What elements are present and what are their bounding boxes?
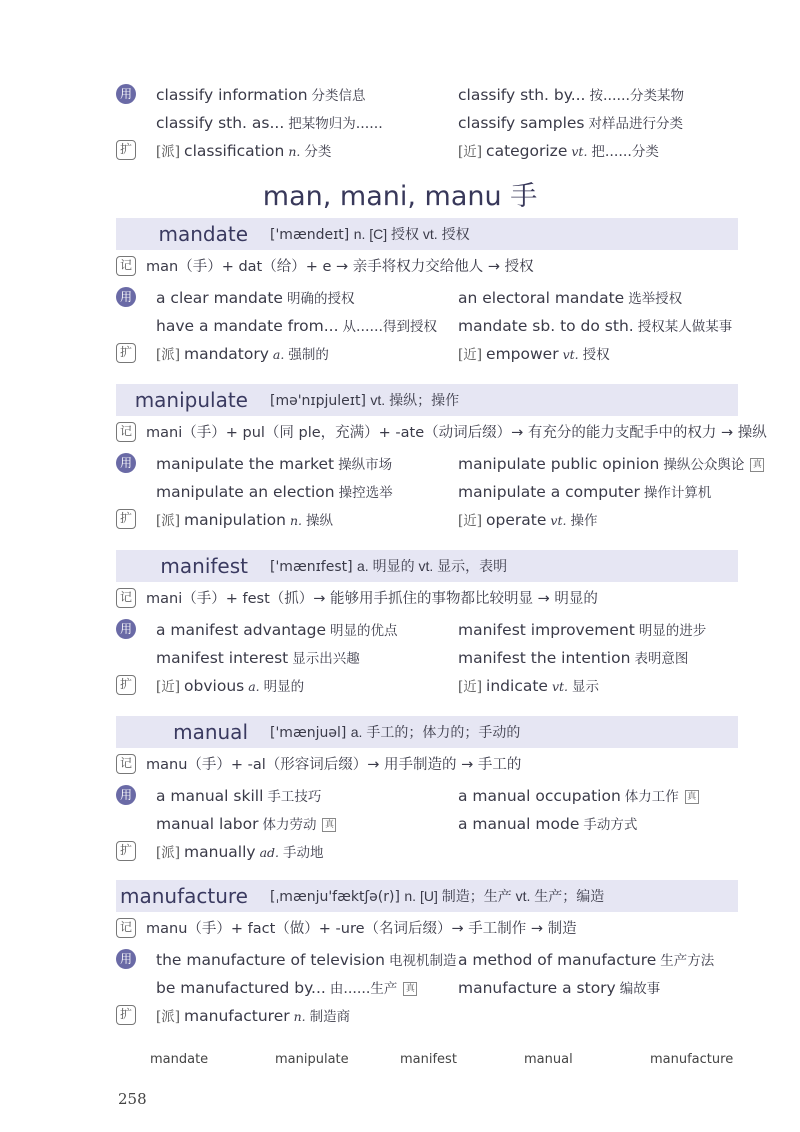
collocation: manipulate an election 操控选举	[156, 483, 393, 501]
memory-icon: 记	[116, 754, 136, 774]
use-row	[0, 975, 800, 1001]
exam-mark-icon: 真	[685, 790, 699, 804]
exam-mark-icon: 真	[322, 818, 336, 832]
definition: n. [C] 授权 vt. 授权	[353, 226, 470, 242]
related-word: [近] empower vt. 授权	[458, 345, 610, 363]
collocation: a manual skill 手工技巧	[156, 787, 322, 805]
extension-icon: 扩	[116, 140, 136, 160]
collocation: the manufacture of television 电视机制造	[156, 951, 457, 969]
derivative: [派] classification n. 分类	[156, 142, 332, 160]
collocation: classify samples 对样品进行分类	[458, 114, 683, 132]
collocation: a manual mode 手动方式	[458, 815, 638, 833]
extension-icon: 扩	[116, 675, 136, 695]
use-row	[0, 479, 800, 505]
section-title: man, mani, manu 手	[262, 181, 538, 212]
extension-row	[0, 507, 800, 533]
top-use-row-2	[0, 110, 800, 136]
memory-icon: 记	[116, 422, 136, 442]
bottom-word: manifest	[400, 1052, 457, 1067]
entry-header	[116, 716, 738, 748]
collocation: manual labor 体力劳动 真	[156, 811, 336, 838]
use-icon: 用	[116, 785, 136, 805]
use-row	[0, 947, 800, 973]
use-row	[0, 617, 800, 643]
use-row	[0, 313, 800, 339]
use-row	[0, 783, 800, 809]
headword: manual	[173, 720, 248, 744]
headword: manufacture	[120, 884, 248, 908]
bottom-word: manipulate	[275, 1052, 349, 1067]
phonetic: ['mænɪfest]	[270, 559, 353, 575]
memory-row	[0, 420, 800, 446]
entry-header	[116, 384, 738, 416]
extension-row	[0, 839, 800, 865]
phonetic: ['mænjuəl]	[270, 725, 347, 741]
bottom-word: manual	[524, 1052, 573, 1067]
collocation: classify sth. as... 把某物归为……	[156, 114, 383, 132]
headword: manipulate	[134, 388, 248, 412]
memory-text: man（手）+ dat（给）+ e → 亲手将权力交给他人 → 授权	[146, 259, 534, 275]
use-icon: 用	[116, 84, 136, 104]
bottom-word: mandate	[150, 1052, 209, 1067]
definition: vt. 操纵；操作	[370, 392, 460, 408]
collocation: classify sth. by... 按……分类某物	[458, 86, 684, 104]
use-row	[0, 451, 800, 477]
top-ext-row	[0, 138, 800, 164]
collocation: a method of manufacture 生产方法	[458, 951, 715, 969]
entry-header	[116, 880, 738, 912]
extension-row	[0, 673, 800, 699]
collocation: a manifest advantage 明显的优点	[156, 621, 398, 639]
memory-row	[0, 752, 800, 778]
definition: n. [U] 制造；生产 vt. 生产；编造	[404, 888, 605, 904]
memory-text: mani（手）+ pul（同 ple，充满）+ -ate（动词后缀）→ 有充分的能力支配手中的权力 → 操纵	[146, 425, 767, 441]
collocation: mandate sb. to do sth. 授权某人做某事	[458, 317, 733, 335]
extension-row	[0, 1003, 800, 1029]
phonetic-definition	[270, 221, 470, 248]
entry-header	[116, 218, 738, 250]
memory-text: mani（手）+ fest（抓）→ 能够用手抓住的事物都比较明显 → 明显的	[146, 591, 598, 607]
use-row	[0, 811, 800, 837]
extension-icon: 扩	[116, 841, 136, 861]
collocation: classify information 分类信息	[156, 86, 366, 104]
related-word: [近] indicate vt. 显示	[458, 677, 600, 695]
page-number: 258	[118, 1090, 147, 1108]
use-icon: 用	[116, 619, 136, 639]
collocation: manipulate a computer 操作计算机	[458, 483, 712, 501]
phonetic-definition	[270, 883, 604, 910]
phonetic: [mə'nɪpjuleɪt]	[270, 393, 366, 409]
extension-icon: 扩	[116, 509, 136, 529]
memory-row	[0, 586, 800, 612]
collocation: a manual occupation 体力工作 真	[458, 783, 699, 810]
headword: mandate	[158, 222, 248, 246]
related-word: [近] obvious a. 明显的	[156, 677, 305, 695]
exam-mark-icon: 真	[750, 458, 764, 472]
use-icon: 用	[116, 287, 136, 307]
collocation: manipulate the market 操纵市场	[156, 455, 393, 473]
phonetic-definition	[270, 719, 520, 746]
exam-mark-icon: 真	[403, 982, 417, 996]
extension-row	[0, 341, 800, 367]
memory-icon: 记	[116, 588, 136, 608]
top-use-row-1	[0, 82, 800, 108]
memory-icon: 记	[116, 256, 136, 276]
collocation: have a mandate from... 从……得到授权	[156, 317, 438, 335]
entry-header	[116, 550, 738, 582]
use-icon: 用	[116, 453, 136, 473]
definition: a. 明显的 vt. 显示，表明	[357, 558, 508, 574]
related-word: [派] manipulation n. 操纵	[156, 511, 333, 529]
memory-text: manu（手）+ -al（形容词后缀）→ 用手制造的 → 手工的	[146, 757, 522, 773]
use-row	[0, 645, 800, 671]
use-icon: 用	[116, 949, 136, 969]
memory-text: manu（手）+ fact（做）+ -ure（名词后缀）→ 手工制作 → 制造	[146, 921, 577, 937]
memory-icon: 记	[116, 918, 136, 938]
collocation: manifest interest 显示出兴趣	[156, 649, 360, 667]
extension-icon: 扩	[116, 343, 136, 363]
phonetic: [ˌmænju'fæktʃə(r)]	[270, 889, 400, 905]
bottom-word-strip	[0, 1052, 800, 1074]
phonetic-definition	[270, 387, 459, 414]
collocation: manufacture a story 编故事	[458, 979, 661, 997]
collocation: manifest improvement 明显的进步	[458, 621, 707, 639]
related-word: [近] operate vt. 操作	[458, 511, 598, 529]
synonym: [近] categorize vt. 把……分类	[458, 142, 659, 160]
collocation: manifest the intention 表明意图	[458, 649, 689, 667]
collocation: be manufactured by... 由……生产 真	[156, 975, 417, 1002]
bottom-word: manufacture	[650, 1052, 734, 1067]
related-word: [派] manually ad. 手动地	[156, 843, 324, 861]
memory-row	[0, 916, 800, 942]
collocation: an electoral mandate 选举授权	[458, 289, 683, 307]
memory-row	[0, 254, 800, 280]
headword: manifest	[160, 554, 248, 578]
use-row	[0, 285, 800, 311]
collocation: a clear mandate 明确的授权	[156, 289, 355, 307]
collocation: manipulate public opinion 操纵公众舆论 真	[458, 451, 764, 478]
extension-icon: 扩	[116, 1005, 136, 1025]
related-word: [派] mandatory a. 强制的	[156, 345, 329, 363]
related-word: [派] manufacturer n. 制造商	[156, 1007, 351, 1025]
phonetic-definition	[270, 553, 507, 580]
definition: a. 手工的；体力的；手动的	[350, 724, 521, 740]
phonetic: ['mændeɪt]	[270, 227, 350, 243]
